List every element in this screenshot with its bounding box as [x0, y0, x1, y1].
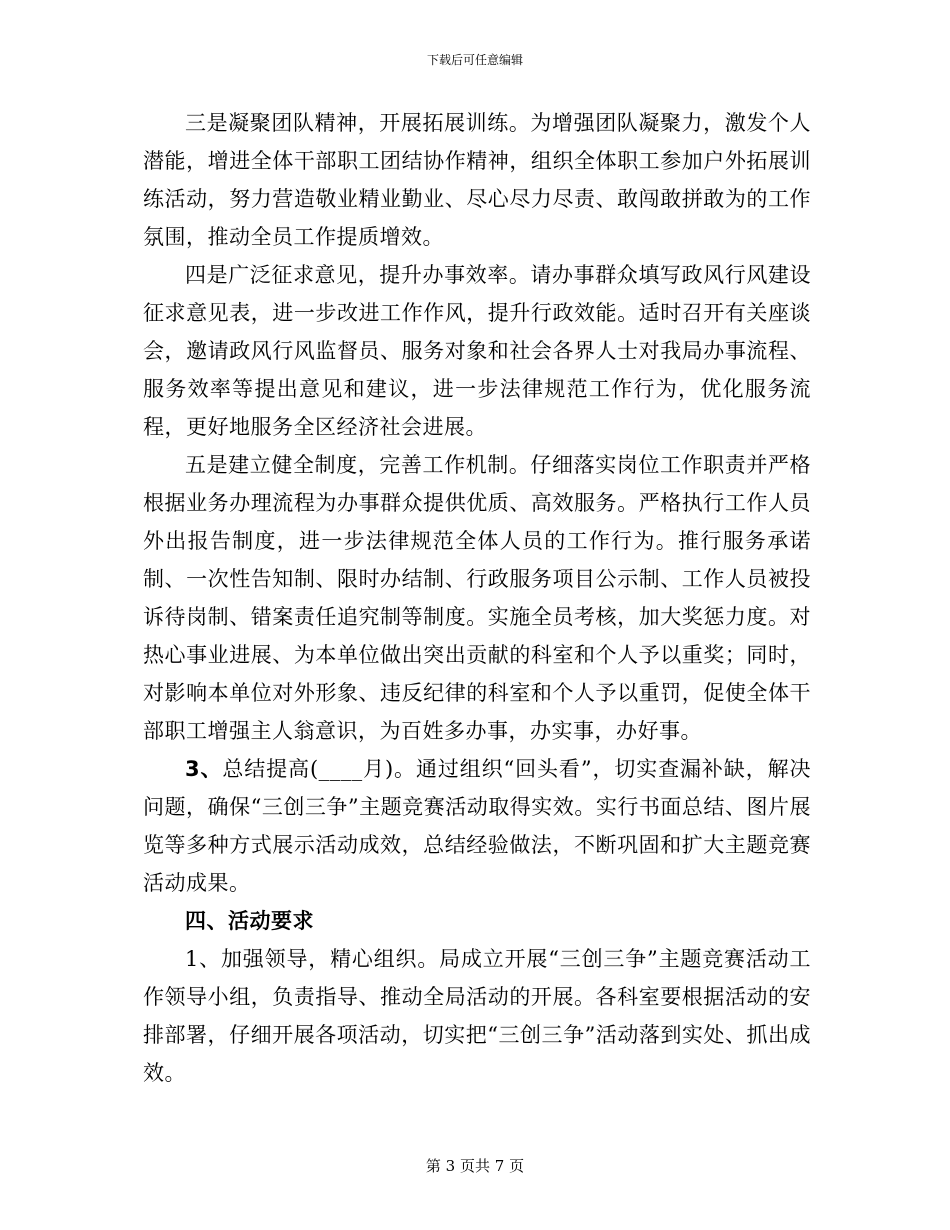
paragraph-summary-number: 3、: [185, 757, 223, 781]
page-number: 第 3 页共 7 页: [425, 1157, 525, 1175]
document-body: [143, 104, 811, 1092]
paragraph-establish-system: 五是建立健全制度，完善工作机制。仔细落实岗位工作职责并严格根据业务办理流程为办事群众提供优质、高效服务。严格执行工作人员外出报告制度，进一步法律规范全体人员的工作行为。推行服务承诺制、一次性告知制、限时办结制、行政服务项目公示制、工作人员被投诉待岗制、错案责任追究制等制度。实施全员考核，加大奖惩力度。对热心事业进展、为本单位做出突出贡献的科室和个人予以重奖；同时，对影响本单位对外形象、违反纪律的科室和个人予以重罚，促使全体干部职工增强主人翁意识，为百姓多办事，办实事，办好事。: [143, 453, 811, 743]
page-header: 下载后可任意编辑: [426, 53, 523, 67]
paragraph-team-spirit: 三是凝聚团队精神，开展拓展训练。为增强团队凝聚力，激发个人潜能，增进全体干部职工团结协作精神，组织全体职工参加户外拓展训练活动，努力营造敬业精业勤业、尽心尽力尽责、敢闯敢拼敢为的工作氛围，推动全员工作提质增效。: [143, 111, 811, 249]
paragraph-solicit-opinions: 四是广泛征求意见，提升办事效率。请办事群众填写政风行风建设征求意见表，进一步改进工作作风，提升行政效能。适时召开有关座谈会，邀请政风行风监督员、服务对象和社会各界人士对我局办事流程、服务效率等提出意见和建议，进一步法律规范工作行为，优化服务流程，更好地服务全区经济社会进展。: [143, 263, 811, 439]
paragraph-summary: [143, 750, 811, 902]
paragraph-leadership: 1、加强领导，精心组织。局成立开展“三创三争”主题竞赛活动工作领导小组，负责指导、推动全局活动的开展。各科室要根据活动的安排部署，仔细开展各项活动，切实把“三创三争”活动落到实处、抓出成效。: [143, 947, 811, 1085]
paragraph-summary-text: 总结提高(____月)。通过组织“回头看”，切实查漏补缺，解决问题，确保“三创三争”主题竞赛活动取得实效。实行书面总结、图片展览等多种方式展示活动成效，总结经验做法，不断巩固和扩大主题竞赛活动成果。: [143, 757, 811, 895]
section-heading-requirements: 四、活动要求: [185, 909, 314, 933]
